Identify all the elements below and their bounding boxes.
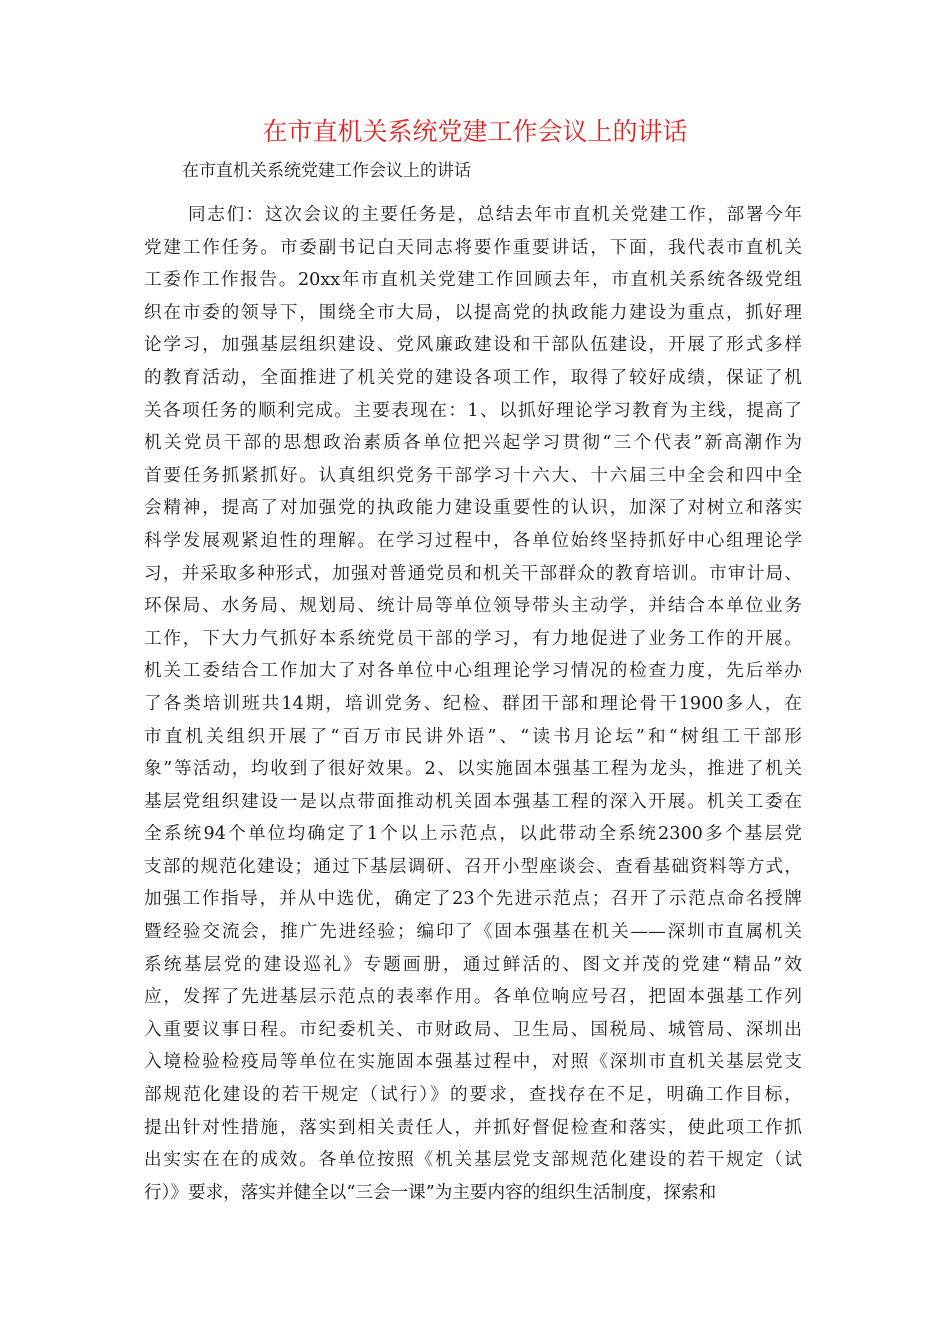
body-line: 同志们：这次会议的主要任务是，总结去年市直机关党建工作，部署今年 bbox=[188, 205, 802, 225]
body-line: 机关工委结合工作加大了对各单位中心组理论学习情况的检查力度，先后举办 bbox=[144, 661, 802, 682]
body-line: 暨经验交流会，推广先进经验；编印了《固本强基在机关——深圳市直属机关 bbox=[144, 922, 802, 943]
body-line: 入重要议事日程。市纪委机关、市财政局、卫生局、国税局、城管局、深圳出 bbox=[144, 1019, 802, 1040]
body-line: 工作，下大力气抓好本系统党员干部的学习，有力地促进了业务工作的开展。 bbox=[144, 628, 802, 649]
body-line: 应，发挥了先进基层示范点的表率作用。各单位响应号召，把固本强基工作列 bbox=[144, 987, 802, 1008]
body-line: 象”等活动，均收到了很好效果。2、以实施固本强基工程为龙头，推进了机关 bbox=[144, 759, 802, 780]
body-line: 支部的规范化建设；通过下基层调研、召开小型座谈会、查看基础资料等方式， bbox=[144, 856, 802, 877]
body-line: 出实实在在的成效。各单位按照《机关基层党支部规范化建设的若干规定（试 bbox=[144, 1150, 802, 1171]
body-line: 加强工作指导，并从中选优，确定了23个先进示范点；召开了示范点命名授牌 bbox=[144, 889, 802, 910]
body-line: 习，并采取多种形式，加强对普通党员和机关干部群众的教育培训。市审计局、 bbox=[144, 563, 802, 584]
body-line: 环保局、水务局、规划局、统计局等单位领导带头主动学，并结合本单位业务 bbox=[144, 596, 802, 617]
body-line: 机关党员干部的思想政治素质各单位把兴起学习贯彻“三个代表”新高潮作为 bbox=[144, 433, 802, 454]
body-line: 的教育活动，全面推进了机关党的建设各项工作，取得了较好成绩，保证了机 bbox=[144, 367, 802, 388]
body-line: 会精神，提高了对加强党的执政能力建设重要性的认识，加深了对树立和落实 bbox=[144, 498, 802, 519]
body-line: 基层党组织建设一是以点带面推动机关固本强基工程的深入开展。机关工委在 bbox=[144, 791, 802, 812]
body-line: 首要任务抓紧抓好。认真组织党务干部学习十六大、十六届三中全会和四中全 bbox=[144, 465, 802, 486]
document-title: 在市直机关系统党建工作会议上的讲话 bbox=[262, 117, 688, 146]
document-body bbox=[144, 199, 802, 1209]
body-line: 入境检验检疫局等单位在实施固本强基过程中，对照《深圳市直机关基层党支 bbox=[144, 1052, 802, 1073]
body-line: 关各项任务的顺利完成。主要表现在：1、以抓好理论学习教育为主线，提高了 bbox=[144, 400, 802, 421]
body-line: 科学发展观紧迫性的理解。在学习过程中，各单位始终坚持抓好中心组理论学 bbox=[144, 530, 802, 551]
body-line: 全系统94个单位均确定了1个以上示范点，以此带动全系统2300多个基层党 bbox=[144, 824, 802, 845]
body-line: 论学习，加强基层组织建设、党风廉政建设和干部队伍建设，开展了形式多样 bbox=[144, 335, 802, 356]
body-line: 部规范化建设的若干规定（试行）》的要求，查找存在不足，明确工作目标， bbox=[144, 1085, 802, 1106]
body-line: 织在市委的领导下，围绕全市大局，以提高党的执政能力建设为重点，抓好理 bbox=[144, 302, 802, 323]
body-line: 行）》要求，落实并健全以“三会一课”为主要内容的组织生活制度，探索和 bbox=[144, 1182, 717, 1203]
body-line: 工委作工作报告。20xx年市直机关党建工作回顾去年，市直机关系统各级党组 bbox=[144, 270, 802, 291]
body-line: 市直机关组织开展了“百万市民讲外语”、“读书月论坛”和“树组工干部形 bbox=[144, 726, 802, 747]
body-line: 党建工作任务。市委副书记白天同志将要作重要讲话，下面，我代表市直机关 bbox=[144, 237, 802, 258]
body-line: 提出针对性措施，落实到相关责任人，并抓好督促检查和落实，使此项工作抓 bbox=[144, 1117, 802, 1138]
body-line: 系统基层党的建设巡礼》专题画册，通过鲜活的、图文并茂的党建“精品”效 bbox=[144, 954, 802, 975]
document-subtitle: 在市直机关系统党建工作会议上的讲话 bbox=[182, 161, 471, 181]
body-line: 了各类培训班共14期，培训党务、纪检、群团干部和理论骨干1900多人，在 bbox=[144, 693, 802, 714]
